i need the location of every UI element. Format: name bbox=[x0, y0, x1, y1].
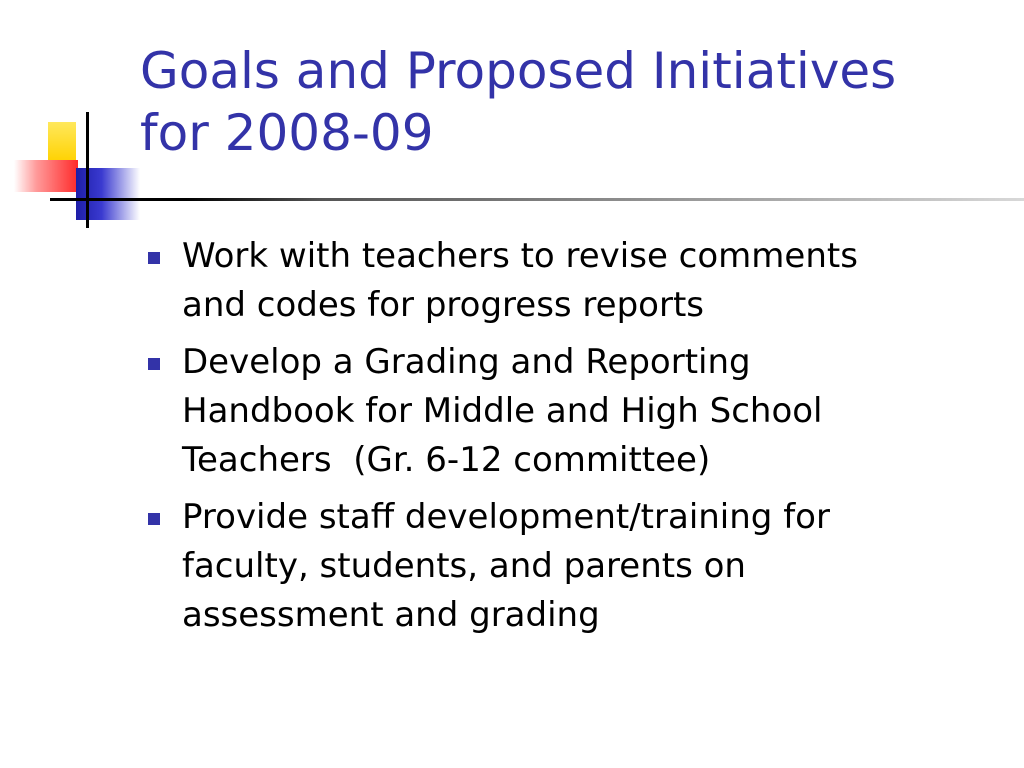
bullet-item bbox=[146, 338, 1006, 485]
bullet-text-line: Handbook for Middle and High School bbox=[182, 391, 823, 431]
bullet-text-line: Work with teachers to revise comments bbox=[182, 236, 858, 276]
bullet-text-line: Teachers (Gr. 6-12 committee) bbox=[182, 440, 711, 480]
square-bullet-icon bbox=[148, 513, 160, 525]
title-underline bbox=[50, 198, 1024, 201]
decor-vertical-line bbox=[86, 112, 89, 228]
decor-red-bar bbox=[14, 160, 78, 192]
square-bullet-icon bbox=[148, 252, 160, 264]
decor-yellow-square bbox=[48, 122, 76, 162]
bullet-text-line: Develop a Grading and Reporting bbox=[182, 342, 751, 382]
square-bullet-icon bbox=[148, 358, 160, 370]
bullet-text-line: and codes for progress reports bbox=[182, 285, 704, 325]
bullet-text-line: Provide staff development/training for bbox=[182, 497, 830, 537]
slide-title-line: for 2008-09 bbox=[140, 104, 434, 162]
slide-title-line: Goals and Proposed Initiatives bbox=[140, 42, 897, 100]
bullet-list bbox=[146, 232, 1006, 648]
bullet-item bbox=[146, 232, 1006, 330]
bullet-text-line: faculty, students, and parents on bbox=[182, 546, 746, 586]
bullet-text-line: assessment and grading bbox=[182, 595, 600, 635]
slide-title bbox=[140, 40, 1010, 164]
bullet-item bbox=[146, 493, 1006, 640]
